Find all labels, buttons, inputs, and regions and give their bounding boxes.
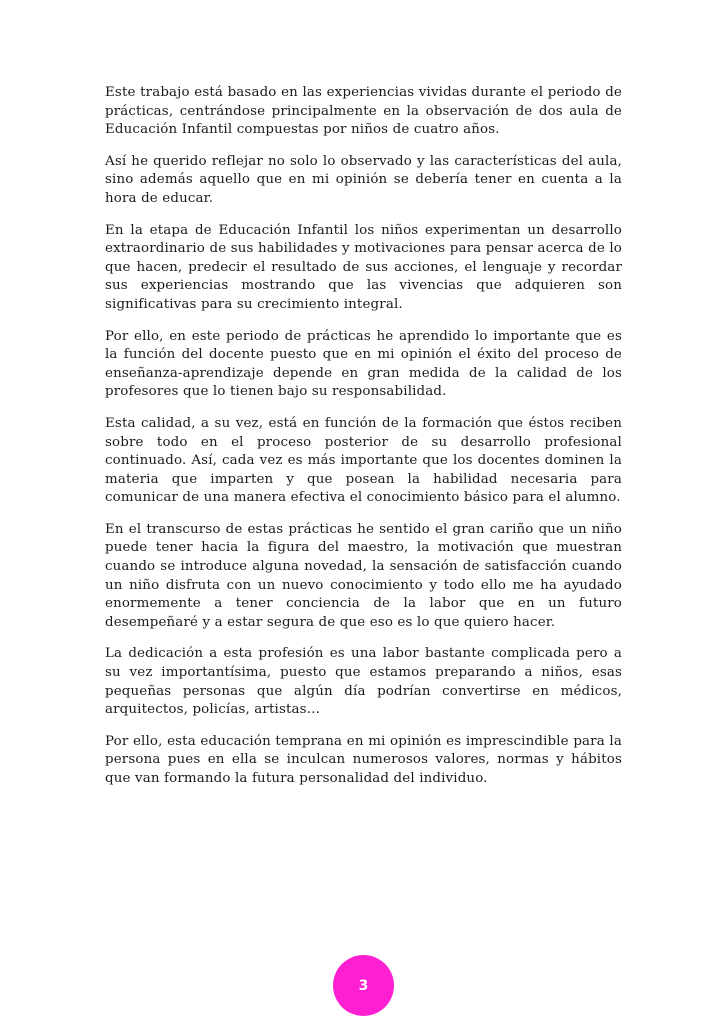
paragraph-2: Así he querido reflejar no solo lo observado y las características del aula, sino además aquello que en mi opinión se debería tener en cuenta a la hora de educar. <box>105 153 622 206</box>
document-body <box>105 84 622 802</box>
paragraph-8: Por ello, esta educación temprana en mi opinión es imprescindible para la persona pues en ella se inculcan numerosos valores, normas y hábitos que van formando la futura personalidad del individuo. <box>105 733 622 786</box>
paragraph-4: Por ello, en este periodo de prácticas he aprendido lo importante que es la función del docente puesto que en mi opinión el éxito del proceso de enseñanza-aprendizaje depende en gran medida de la calidad de los profesores que lo tienen bajo su responsabilidad. <box>105 328 622 400</box>
page-number-badge <box>333 955 394 1016</box>
paragraph-1: Este trabajo está basado en las experiencias vividas durante el periodo de prácticas, centrándose principalmente en la observación de dos aula de Educación Infantil compuestas por niños de cuatro años. <box>105 85 622 138</box>
paragraph-7: La dedicación a esta profesión es una labor bastante complicada pero a su vez importantísima, puesto que estamos preparando a niños, esas pequeñas personas que algún día podrían convertirse en médicos, arquitectos, policías, artistas… <box>105 646 622 718</box>
paragraph-5: Esta calidad, a su vez, está en función de la formación que éstos reciben sobre todo en el proceso posterior de su desarrollo profesional continuado. Así, cada vez es más importante que los docentes dominen la materia que imparten y que posean la habilidad necesaria para comunicar de una manera efectiva el conocimiento básico para el alumno. <box>105 415 622 506</box>
paragraph-3: En la etapa de Educación Infantil los niños experimentan un desarrollo extraordinario de sus habilidades y motivaciones para pensar acerca de lo que hacen, predecir el resultado de sus acciones, el lenguaje y recordar sus experiencias mostrando que las vivencias que adquieren son significativas para su crecimiento integral. <box>105 222 622 312</box>
page-number: 3 <box>358 977 369 994</box>
paragraph-6: En el transcurso de estas prácticas he sentido el gran cariño que un niño puede tener hacia la figura del maestro, la motivación que muestran cuando se introduce alguna novedad, la sensación de satisfacción cuando un niño disfruta con un nuevo conocimiento y todo ello me ha ayudado enormemente a tener conciencia de la labor que en un futuro desempeñaré y a estar segura de que eso es lo que quiero hacer. <box>105 521 622 630</box>
